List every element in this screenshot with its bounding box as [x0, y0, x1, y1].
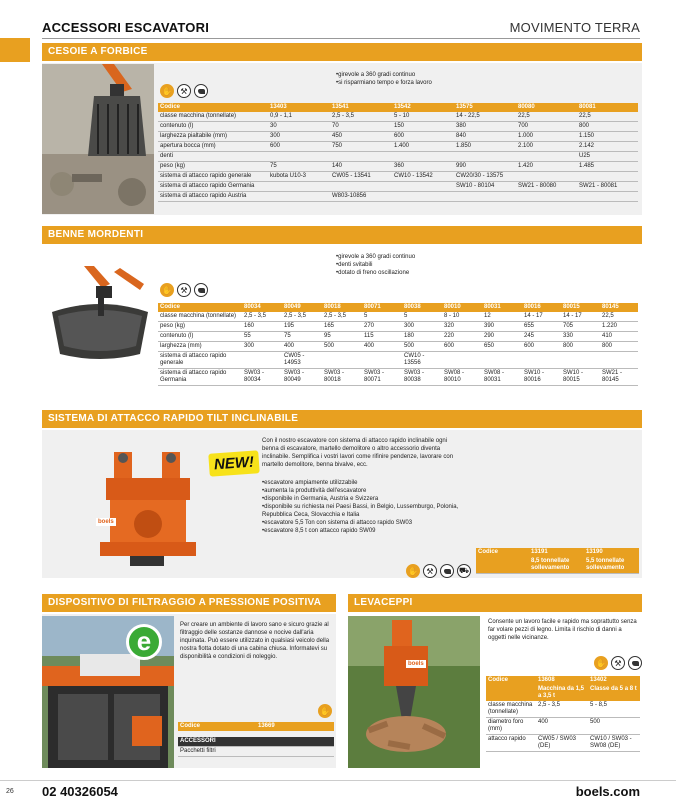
tools-icon: ⚒: [423, 564, 437, 578]
footer-divider: [0, 780, 676, 781]
table-cell: 800: [600, 342, 638, 352]
hand-gesture-icon: ✋: [594, 656, 608, 670]
table-row: [158, 312, 638, 322]
table-header-cell: 80080: [516, 103, 577, 112]
table-header-cell: 80071: [362, 303, 402, 312]
table-row: [178, 737, 334, 747]
table-cell: 330: [561, 332, 600, 342]
table-cell: 270: [362, 322, 402, 332]
table-header-cell: 80034: [242, 303, 282, 312]
hand-gesture-icon: ✋: [160, 84, 174, 98]
table-row: [158, 162, 638, 172]
tilt-description: Con il nostro escavatore con sistema di attacco rapido inclinabile ogni benna di escavatore, martello demolitore o altro accessorio diventa inclinabile. Semplifica i vostri lavori come rifinire pendenze, lavorare con martello demolitore, benna bivalve, ecc.: [262, 438, 454, 468]
table-cell: [268, 182, 330, 192]
table-cell: 2,5 - 3,5: [282, 312, 322, 322]
table-header-cell: 80018: [322, 303, 362, 312]
table-cell: 840: [454, 132, 516, 142]
table-cell: SW03 - 80038: [402, 369, 442, 386]
table-cell: CW10 / SW03 - SW08 (DE): [588, 735, 640, 752]
grab-bucket-photo: [44, 266, 156, 366]
table-cell: 500: [402, 342, 442, 352]
table-row: [178, 747, 334, 757]
table-cell: 8,5 tonnellate sollevamento: [529, 557, 584, 574]
tilt-feature: • aumenta la produttività dell'escavatore: [262, 487, 474, 495]
table-cell: sistema di attacco rapido generale: [158, 352, 242, 369]
table-header-cell: 13608: [536, 676, 588, 685]
table-cell: CW05 - 13541: [330, 172, 392, 182]
hand-gesture-icon: ✋: [406, 564, 420, 578]
page-number: 26: [6, 788, 14, 795]
table-cell: attacco rapido: [486, 735, 536, 752]
table-cell: 320: [442, 322, 482, 332]
new-badge: NEW!: [208, 450, 259, 476]
table-row: [158, 142, 638, 152]
truck-icon: ⛟: [457, 564, 471, 578]
table-header-cell: 80145: [600, 303, 638, 312]
excavator-shear-photo: [42, 64, 154, 214]
table-cell: [454, 192, 516, 202]
table-cell: SW03 - 80018: [322, 369, 362, 386]
table-cell: 22,5: [577, 112, 638, 122]
levaceppi-description: Consente un lavoro facile e rapido ma soprattutto senza far volare pezzi di legno. Limita il rischio di danni a oggetti nelle vicinanze.: [488, 619, 637, 641]
table-cell: 300: [268, 132, 330, 142]
table-cell: 650: [482, 342, 522, 352]
table-cell: [330, 182, 392, 192]
table-cell: [516, 152, 577, 162]
table-header-cell: 80015: [561, 303, 600, 312]
brand-plate: boels: [408, 661, 424, 667]
table-cell: [577, 192, 638, 202]
section-title-levaceppi: LEVACEPPI: [348, 594, 642, 612]
table-cell: 2.142: [577, 142, 638, 152]
table-cell: SW21 - 80080: [516, 182, 577, 192]
table-row: [158, 172, 638, 182]
benne-spec-table: [158, 303, 638, 386]
table-row: [486, 735, 640, 752]
hand-gesture-icon: ✋: [318, 704, 332, 718]
table-cell: denti: [158, 152, 268, 162]
tools-icon: ⚒: [177, 84, 191, 98]
table-cell: 500: [322, 342, 362, 352]
table-row: [486, 701, 640, 718]
table-cell: [600, 352, 638, 369]
table-cell: CW10 - 13542: [392, 172, 454, 182]
table-cell: 290: [482, 332, 522, 342]
table-cell: 1.220: [600, 322, 638, 332]
table-cell: 2,5 - 3,5: [322, 312, 362, 322]
header-divider: [42, 38, 640, 39]
website-link[interactable]: boels.com: [575, 784, 640, 799]
table-cell: classe macchina (tonnellate): [158, 112, 268, 122]
table-cell: [516, 192, 577, 202]
table-cell: 195: [282, 322, 322, 332]
table-cell: 1.150: [577, 132, 638, 142]
table-cell: SW10 - 80104: [454, 182, 516, 192]
e-logo-icon: e: [126, 624, 162, 660]
tilt-spec-table: [476, 548, 639, 574]
table-row: [158, 322, 638, 332]
table-cell: 2,5 - 3,5: [536, 701, 588, 718]
table-cell: SW21 - 80081: [577, 182, 638, 192]
table-header-cell: Codice: [178, 722, 256, 731]
table-cell: 2,5 - 3,5: [242, 312, 282, 322]
table-cell: SW08 - 80010: [442, 369, 482, 386]
table-row: [158, 122, 638, 132]
table-cell: [522, 352, 561, 369]
table-cell: 5: [362, 312, 402, 322]
table-cell: sistema di attacco rapido generale: [158, 172, 268, 182]
levaceppi-icons: [594, 656, 642, 670]
table-cell: CW10 - 13556: [402, 352, 442, 369]
table-cell: 600: [522, 342, 561, 352]
table-cell: 8 - 10: [442, 312, 482, 322]
table-cell: sistema di attacco rapido Austria: [158, 192, 268, 202]
table-cell: SW03 - 80071: [362, 369, 402, 386]
table-row: [158, 342, 638, 352]
table-cell: 5 - 8,5: [588, 701, 640, 718]
table-cell: W803-10856: [330, 192, 392, 202]
table-cell: 75: [282, 332, 322, 342]
table-cell: 140: [330, 162, 392, 172]
phone-number: 02 40326054: [42, 784, 118, 799]
tilt-feature: • escavatore 5,5 Ton con sistema di attacco rapido SW03: [262, 519, 474, 527]
table-cell: [561, 352, 600, 369]
table-cell: 12: [482, 312, 522, 322]
table-cell: 2.100: [516, 142, 577, 152]
table-cell: [242, 352, 282, 369]
table-cell: 115: [362, 332, 402, 342]
boot-icon: [440, 564, 454, 578]
boot-icon: [194, 283, 208, 297]
table-cell: 95: [322, 332, 362, 342]
table-header-cell: 13403: [268, 103, 330, 112]
table-cell: CW20/30 - 13575: [454, 172, 516, 182]
table-cell: peso (kg): [158, 162, 268, 172]
table-cell: 600: [442, 342, 482, 352]
benne-features: [336, 253, 636, 277]
tilt-feature: • disponibile in Germania, Austria e Svizzera: [262, 495, 474, 503]
table-cell: sistema di attacco rapido Germania: [158, 182, 268, 192]
table-cell: [322, 352, 362, 369]
table-cell: 800: [561, 342, 600, 352]
page-title: ACCESSORI ESCAVATORI: [42, 20, 210, 35]
table-cell: U25: [577, 152, 638, 162]
page-edge-tab: [0, 38, 30, 62]
tilt-icons: [406, 564, 471, 578]
table-cell: 150: [392, 122, 454, 132]
table-row: [158, 132, 638, 142]
table-header-cell: 13542: [392, 103, 454, 112]
boot-icon: [194, 84, 208, 98]
table-cell: 245: [522, 332, 561, 342]
table-header-cell: 80031: [482, 303, 522, 312]
table-cell: 1.420: [516, 162, 577, 172]
filtro-icons: [318, 704, 332, 718]
table-header-row: [486, 685, 640, 701]
table-cell: [476, 557, 529, 574]
tilt-features: [262, 479, 474, 535]
benne-feature: • girevole a 360 gradi continuo: [336, 253, 636, 261]
table-cell: 165: [322, 322, 362, 332]
table-cell: 750: [330, 142, 392, 152]
table-cell: [577, 172, 638, 182]
table-cell: 705: [561, 322, 600, 332]
tilt-feature: • escavatore ampiamente utilizzabile: [262, 479, 474, 487]
table-header-cell: 13191: [529, 548, 584, 557]
tilt-feature: • escavatore 8,5 t con attacco rapido SW09: [262, 527, 474, 535]
table-cell: 14 - 17: [522, 312, 561, 322]
cesoie-feature: • girevole a 360 gradi continuo: [336, 71, 636, 79]
table-cell: SW10 - 80016: [522, 369, 561, 386]
filtro-code-table: [178, 722, 334, 757]
tools-icon: ⚒: [611, 656, 625, 670]
table-header-cell: 13575: [454, 103, 516, 112]
table-cell: 22,5: [516, 112, 577, 122]
table-cell: SW03 - 80034: [242, 369, 282, 386]
benne-icons: [160, 283, 208, 297]
table-row: [158, 152, 638, 162]
table-cell: 800: [577, 122, 638, 132]
tools-icon: ⚒: [177, 283, 191, 297]
cesoie-features: [336, 71, 636, 87]
table-cell: 1.400: [392, 142, 454, 152]
table-cell: 380: [454, 122, 516, 132]
table-header-cell: Macchina da 1,5 a 3,5 t: [536, 685, 588, 701]
table-header-cell: 13669: [256, 722, 334, 731]
table-cell: SW08 - 80031: [482, 369, 522, 386]
section-title-cesoie: CESOIE A FORBICE: [42, 43, 642, 61]
table-cell: 300: [402, 322, 442, 332]
filtro-description: Per creare un ambiente di lavoro sano e sicuro grazie al filtraggio delle sostanze dannose e nocive dall'aria inquinata. Può essere utilizzato in qualsiasi veicolo della nostra flotta dotato di una cabina chiusa. Informatevi su disponibilità e condizioni di noleggio.: [180, 622, 330, 660]
tilt-feature: • disponibile su richiesta nei Paesi Bassi, in Belgio, Lussemburgo, Polonia, Repubblica Ceca, Slovacchia e Italia: [262, 503, 474, 519]
tilt-coupler-photo: [92, 444, 204, 570]
table-cell: 500: [588, 718, 640, 735]
accessori-item: Pacchetti filtri: [178, 747, 334, 757]
table-cell: 700: [516, 122, 577, 132]
section-title-tilt: SISTEMA DI ATTACCO RAPIDO TILT INCLINABILE: [42, 410, 642, 428]
table-cell: 5,5 tonnellate sollevamento: [584, 557, 639, 574]
table-cell: classe macchina (tonnellate): [158, 312, 242, 322]
table-cell: 1.000: [516, 132, 577, 142]
table-cell: sistema di attacco rapido Germania: [158, 369, 242, 386]
table-cell: larghezza (mm): [158, 342, 242, 352]
cesoie-feature: • si risparmiano tempo e forza lavoro: [336, 79, 636, 87]
table-cell: [392, 182, 454, 192]
table-header-cell: [486, 685, 536, 701]
table-header-cell: Codice: [486, 676, 536, 685]
table-cell: contenuto (l): [158, 332, 242, 342]
table-cell: classe macchina (tonnellate): [486, 701, 536, 718]
table-cell: apertura bocca (mm): [158, 142, 268, 152]
table-cell: 160: [242, 322, 282, 332]
table-cell: SW03 - 80049: [282, 369, 322, 386]
table-cell: 2,5 - 3,5: [330, 112, 392, 122]
table-cell: 70: [330, 122, 392, 132]
table-header-cell: 80016: [522, 303, 561, 312]
table-cell: 400: [536, 718, 588, 735]
table-cell: [330, 152, 392, 162]
table-cell: [482, 352, 522, 369]
table-cell: 600: [268, 142, 330, 152]
table-cell: 5: [402, 312, 442, 322]
table-cell: 22,5: [600, 312, 638, 322]
boot-icon: [628, 656, 642, 670]
table-cell: [392, 152, 454, 162]
benne-feature: • denti svitabili: [336, 261, 636, 269]
table-cell: kubota U10-3: [268, 172, 330, 182]
table-cell: 14 - 17: [561, 312, 600, 322]
table-header-row: [158, 303, 638, 312]
table-cell: 400: [282, 342, 322, 352]
table-cell: [268, 152, 330, 162]
table-cell: 1.485: [577, 162, 638, 172]
accessori-label: ACCESSORI: [178, 737, 334, 747]
table-cell: 14 - 22,5: [454, 112, 516, 122]
brand-plate: boels: [98, 519, 114, 525]
benne-feature: • dotato di freno oscillazione: [336, 269, 636, 277]
table-cell: [392, 192, 454, 202]
table-cell: [516, 172, 577, 182]
table-row: [158, 112, 638, 122]
table-header-row: [486, 676, 640, 685]
table-header-cell: 80049: [282, 303, 322, 312]
table-header-cell: 80010: [442, 303, 482, 312]
table-header-cell: Codice: [158, 303, 242, 312]
table-row: [158, 369, 638, 386]
stump-grinder-photo: [348, 616, 480, 768]
section-title-benne: BENNE MORDENTI: [42, 226, 642, 244]
table-cell: [454, 152, 516, 162]
table-row: [158, 182, 638, 192]
table-cell: 0,9 - 1,1: [268, 112, 330, 122]
table-header-cell: 80038: [402, 303, 442, 312]
table-row: [486, 718, 640, 735]
table-row: [158, 192, 638, 202]
table-header-row: [476, 548, 639, 557]
table-cell: larghezza pialtabile (mm): [158, 132, 268, 142]
table-cell: 390: [482, 322, 522, 332]
table-cell: diametro foro (mm): [486, 718, 536, 735]
cesoie-icons: [160, 84, 208, 98]
table-header-cell: 80081: [577, 103, 638, 112]
table-cell: [442, 352, 482, 369]
table-cell: 400: [362, 342, 402, 352]
table-cell: peso (kg): [158, 322, 242, 332]
table-header-cell: 13190: [584, 548, 639, 557]
page-category: MOVIMENTO TERRA: [509, 20, 640, 35]
table-cell: 55: [242, 332, 282, 342]
table-cell: 410: [600, 332, 638, 342]
table-row: [158, 332, 638, 342]
table-cell: CW05 - 14953: [282, 352, 322, 369]
table-cell: 360: [392, 162, 454, 172]
table-header-cell: 13541: [330, 103, 392, 112]
cesoie-spec-table: [158, 103, 638, 202]
table-cell: SW21 - 80145: [600, 369, 638, 386]
excavator-cabin-photo: [42, 616, 174, 768]
table-cell: 600: [392, 132, 454, 142]
table-cell: [268, 192, 330, 202]
table-cell: 75: [268, 162, 330, 172]
hand-gesture-icon: ✋: [160, 283, 174, 297]
table-row: [476, 557, 639, 574]
table-cell: 30: [268, 122, 330, 132]
table-header-row: [178, 722, 334, 731]
table-cell: 1.850: [454, 142, 516, 152]
table-header-cell: Classe da 5 a 8 t: [588, 685, 640, 701]
table-header-cell: Codice: [158, 103, 268, 112]
table-cell: 5 - 10: [392, 112, 454, 122]
table-cell: 655: [522, 322, 561, 332]
section-title-filtro: DISPOSITIVO DI FILTRAGGIO A PRESSIONE POSITIVA: [42, 594, 336, 612]
table-cell: contenuto (l): [158, 122, 268, 132]
table-cell: 220: [442, 332, 482, 342]
table-cell: CW05 / SW03 (DE): [536, 735, 588, 752]
table-cell: [362, 352, 402, 369]
table-cell: 990: [454, 162, 516, 172]
table-header-cell: 13402: [588, 676, 640, 685]
table-cell: 180: [402, 332, 442, 342]
table-cell: 450: [330, 132, 392, 142]
table-cell: 300: [242, 342, 282, 352]
levaceppi-spec-table: [486, 676, 640, 752]
table-row: [158, 352, 638, 369]
table-cell: SW10 - 80015: [561, 369, 600, 386]
table-header-cell: Codice: [476, 548, 529, 557]
table-header-row: [158, 103, 638, 112]
